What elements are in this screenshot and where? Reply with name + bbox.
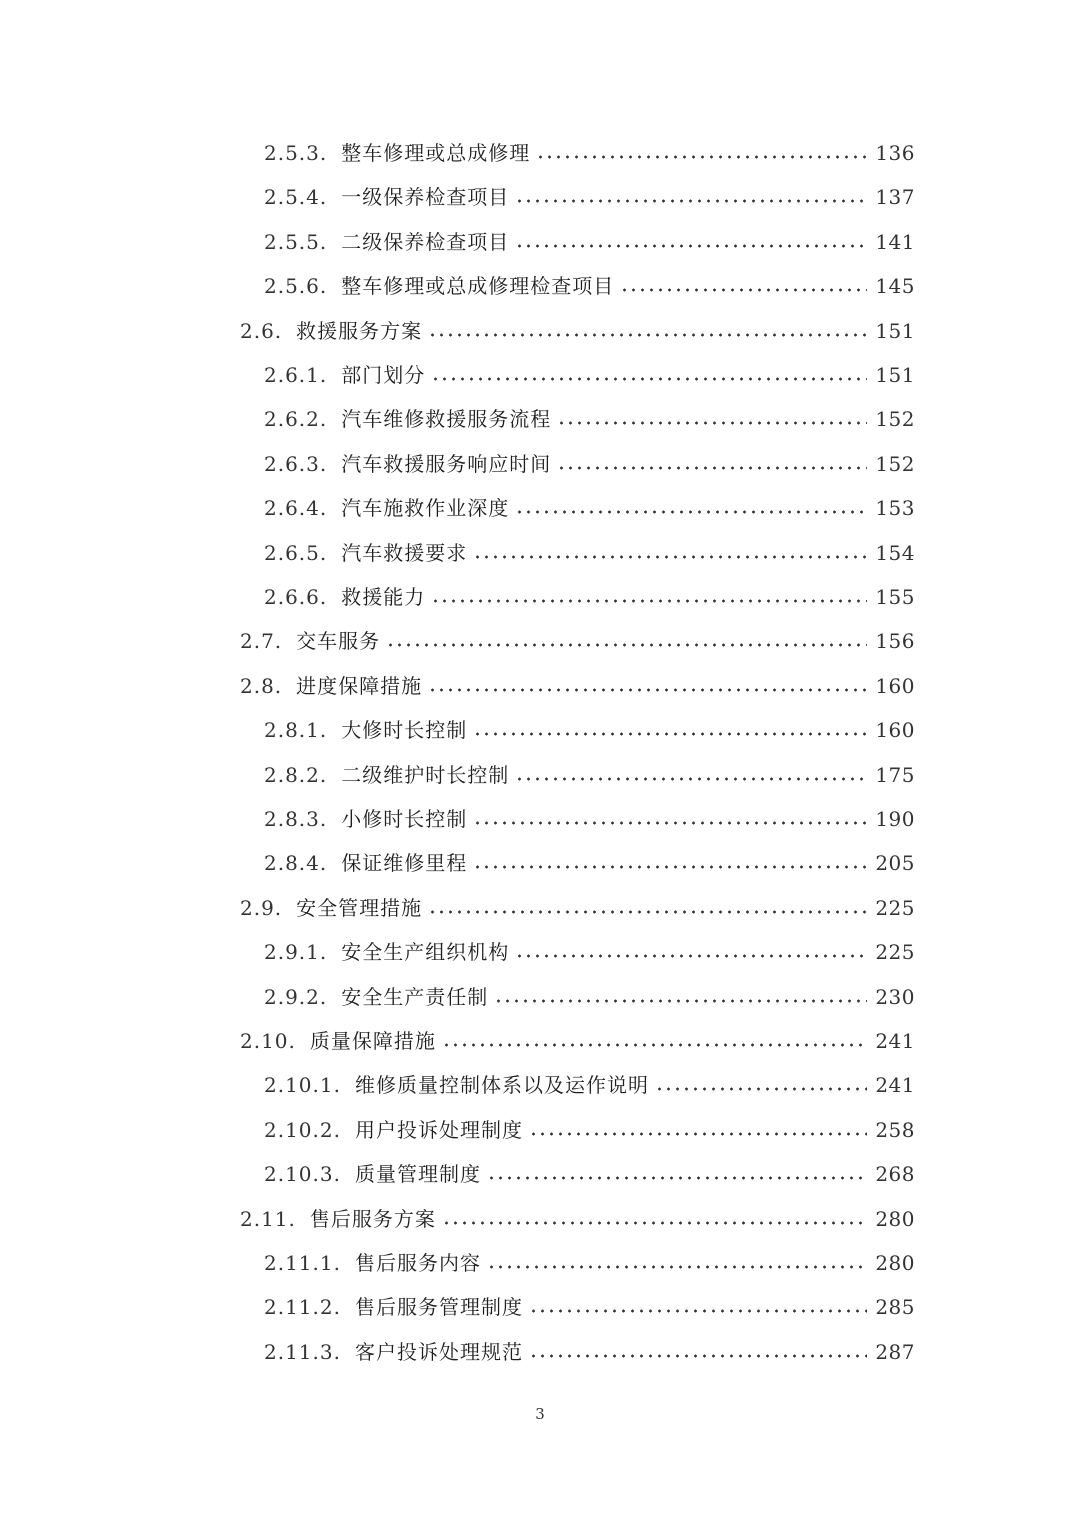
- toc-entry-page: 205: [875, 851, 915, 876]
- toc-entry-number: 2.6.: [240, 318, 283, 343]
- toc-entry[interactable]: [264, 131, 915, 175]
- toc-entry[interactable]: [264, 353, 915, 397]
- toc-entry-page: 287: [875, 1339, 915, 1364]
- toc-entry-number: 2.6.1.: [264, 363, 328, 387]
- toc-entry-number: 2.9.: [240, 895, 283, 920]
- toc-entry-number: 2.10.1.: [264, 1073, 341, 1098]
- toc-entry-page: 151: [875, 318, 915, 343]
- toc-entry-number: 2.5.6.: [264, 274, 328, 299]
- toc-entry-page: 151: [875, 363, 915, 387]
- toc-dot-leader: [428, 910, 867, 914]
- toc-dot-leader: [529, 1132, 867, 1136]
- toc-entry-page: 137: [875, 185, 915, 210]
- toc-entry[interactable]: [264, 930, 915, 974]
- toc-entry-number: 2.8.1.: [264, 718, 328, 743]
- toc-dot-leader: [442, 1221, 867, 1225]
- toc-entry-number: 2.9.2.: [264, 984, 328, 1009]
- toc-entry-page: 154: [875, 540, 915, 565]
- toc-entry-title: 安全生产责任制: [341, 984, 489, 1009]
- toc-entry-title: 用户投诉处理制度: [354, 1117, 523, 1142]
- toc-entry-number: 2.6.2.: [264, 407, 328, 432]
- toc-entry-page: 152: [875, 407, 915, 432]
- toc-entry[interactable]: [264, 575, 915, 619]
- toc-entry-title: 汽车救援要求: [341, 540, 468, 565]
- toc-entry-title: 大修时长控制: [341, 718, 468, 743]
- toc-entry-title: 交车服务: [296, 629, 381, 654]
- toc-entry[interactable]: [264, 708, 915, 752]
- toc-entry[interactable]: [264, 1063, 915, 1107]
- toc-entry[interactable]: [240, 309, 915, 353]
- toc-dot-leader: [428, 688, 867, 692]
- toc-entry-page: 280: [875, 1206, 915, 1231]
- toc-entry-number: 2.5.4.: [264, 185, 328, 210]
- toc-entry-number: 2.5.3.: [264, 141, 328, 165]
- toc-entry[interactable]: [264, 175, 915, 219]
- toc-entry-title: 维修质量控制体系以及运作说明: [354, 1073, 649, 1098]
- toc-entry-number: 2.6.4.: [264, 496, 328, 521]
- toc-entry-title: 售后服务内容: [354, 1251, 481, 1275]
- toc-entry-number: 2.9.1.: [264, 940, 328, 965]
- toc-entry[interactable]: [264, 975, 915, 1019]
- toc-dot-leader: [494, 999, 867, 1003]
- toc-dot-leader: [473, 821, 867, 825]
- toc-dot-leader: [473, 865, 867, 869]
- toc-entry-page: 225: [875, 895, 915, 920]
- toc-entry-number: 2.8.: [240, 673, 283, 698]
- toc-entry-title: 小修时长控制: [341, 807, 468, 831]
- toc-dot-leader: [536, 155, 867, 159]
- toc-entry-number: 2.6.3.: [264, 451, 328, 476]
- toc-entry-page: 155: [875, 585, 915, 609]
- toc-entry-number: 2.10.3.: [264, 1162, 341, 1187]
- toc-entry[interactable]: [264, 1108, 915, 1152]
- toc-entry[interactable]: [240, 886, 915, 930]
- toc-entry[interactable]: [264, 1285, 915, 1329]
- toc-entry-page: 160: [875, 718, 915, 743]
- toc-entry-title: 质量管理制度: [354, 1162, 481, 1187]
- toc-entry-title: 安全管理措施: [296, 895, 423, 920]
- toc-dot-leader: [515, 199, 867, 203]
- toc-dot-leader: [620, 288, 867, 292]
- toc-entry-number: 2.8.3.: [264, 807, 328, 831]
- page-number: 3: [535, 1405, 545, 1423]
- toc-entry-page: 280: [875, 1251, 915, 1275]
- toc-entry-page: 258: [875, 1117, 915, 1142]
- toc-entry-page: 152: [875, 451, 915, 476]
- toc-entry-page: 230: [875, 984, 915, 1009]
- toc-entry[interactable]: [264, 220, 915, 264]
- toc-dot-leader: [473, 555, 867, 559]
- toc-entry-number: 2.8.2.: [264, 762, 328, 787]
- toc-entry-page: 225: [875, 940, 915, 965]
- toc-dot-leader: [557, 466, 867, 470]
- toc-entry-title: 售后服务方案: [309, 1206, 436, 1231]
- toc-dot-leader: [515, 954, 867, 958]
- toc-entry-title: 保证维修里程: [341, 851, 468, 876]
- toc-entry-page: 285: [875, 1295, 915, 1320]
- toc-entry-page: 160: [875, 673, 915, 698]
- toc-entry-title: 汽车救援服务响应时间: [341, 451, 552, 476]
- toc-entry-title: 客户投诉处理规范: [354, 1339, 523, 1364]
- toc-entry[interactable]: [240, 664, 915, 708]
- toc-entry-page: 241: [875, 1073, 915, 1098]
- toc-entry[interactable]: [240, 1019, 915, 1063]
- toc-entry-page: 153: [875, 496, 915, 521]
- toc-entry[interactable]: [264, 531, 915, 575]
- toc-dot-leader: [557, 421, 867, 425]
- toc-entry-number: 2.11.: [240, 1206, 296, 1231]
- toc-entry-title: 部门划分: [341, 363, 426, 387]
- toc-entry-title: 二级保养检查项目: [341, 229, 510, 254]
- toc-entry-title: 汽车施救作业深度: [341, 496, 510, 521]
- toc-entry-page: 268: [875, 1162, 915, 1187]
- toc-entry-title: 汽车维修救援服务流程: [341, 407, 552, 432]
- toc-entry-title: 售后服务管理制度: [354, 1295, 523, 1320]
- toc-entry-page: 190: [875, 807, 915, 831]
- toc-entry[interactable]: [264, 1330, 915, 1374]
- toc-entry[interactable]: [264, 753, 915, 797]
- toc-entry-title: 二级维护时长控制: [341, 762, 510, 787]
- toc-entry-title: 救援能力: [341, 585, 426, 609]
- toc-entry-page: 156: [875, 629, 915, 654]
- toc-entry[interactable]: [264, 1152, 915, 1196]
- toc-entry-number: 2.8.4.: [264, 851, 328, 876]
- toc-entry-title: 一级保养检查项目: [341, 185, 510, 210]
- toc-entry[interactable]: [264, 1241, 915, 1285]
- toc-entry-number: 2.7.: [240, 629, 283, 654]
- toc-entry[interactable]: [240, 1197, 915, 1241]
- toc-dot-leader: [487, 1176, 867, 1180]
- toc-dot-leader: [487, 1265, 867, 1269]
- toc-entry-number: 2.6.6.: [264, 585, 328, 609]
- toc-entry-number: 2.11.2.: [264, 1295, 341, 1320]
- toc-dot-leader: [431, 599, 867, 603]
- toc-entry-page: 241: [875, 1029, 915, 1053]
- toc-dot-leader: [515, 244, 867, 248]
- toc-dot-leader: [529, 1309, 867, 1313]
- toc-entry[interactable]: [264, 486, 915, 530]
- toc-entry-number: 2.10.2.: [264, 1117, 341, 1142]
- toc-entry[interactable]: [264, 797, 915, 841]
- toc-entry-title: 整车修理或总成修理检查项目: [341, 274, 615, 299]
- toc-entry-page: 136: [875, 141, 915, 165]
- toc-entry-number: 2.5.5.: [264, 229, 328, 254]
- toc-entry-number: 2.11.1.: [264, 1251, 341, 1275]
- toc-dot-leader: [515, 777, 867, 781]
- toc-dot-leader: [473, 732, 867, 736]
- toc-entry[interactable]: [240, 619, 915, 663]
- toc-dot-leader: [655, 1087, 867, 1091]
- toc-dot-leader: [515, 510, 867, 514]
- toc-entry-title: 安全生产组织机构: [341, 940, 510, 965]
- toc-dot-leader: [428, 333, 867, 337]
- toc-entry[interactable]: [264, 264, 915, 308]
- toc-dot-leader: [529, 1354, 867, 1358]
- toc-entry-title: 救援服务方案: [296, 318, 423, 343]
- toc-entry[interactable]: [264, 397, 915, 441]
- toc-entry-number: 2.6.5.: [264, 540, 328, 565]
- toc-entry-title: 质量保障措施: [309, 1029, 436, 1053]
- toc-entry-page: 145: [875, 274, 915, 299]
- toc-entry-title: 整车修理或总成修理: [341, 141, 531, 165]
- toc-entry-title: 进度保障措施: [296, 673, 423, 698]
- toc-dot-leader: [431, 377, 867, 381]
- toc-entry[interactable]: [264, 442, 915, 486]
- toc-entry[interactable]: [264, 841, 915, 885]
- toc-dot-leader: [442, 1043, 867, 1047]
- toc-entry-number: 2.10.: [240, 1029, 296, 1053]
- toc-entry-number: 2.11.3.: [264, 1339, 341, 1364]
- toc-entry-page: 175: [875, 762, 915, 787]
- toc-dot-leader: [386, 643, 867, 647]
- toc-entry-page: 141: [875, 229, 915, 254]
